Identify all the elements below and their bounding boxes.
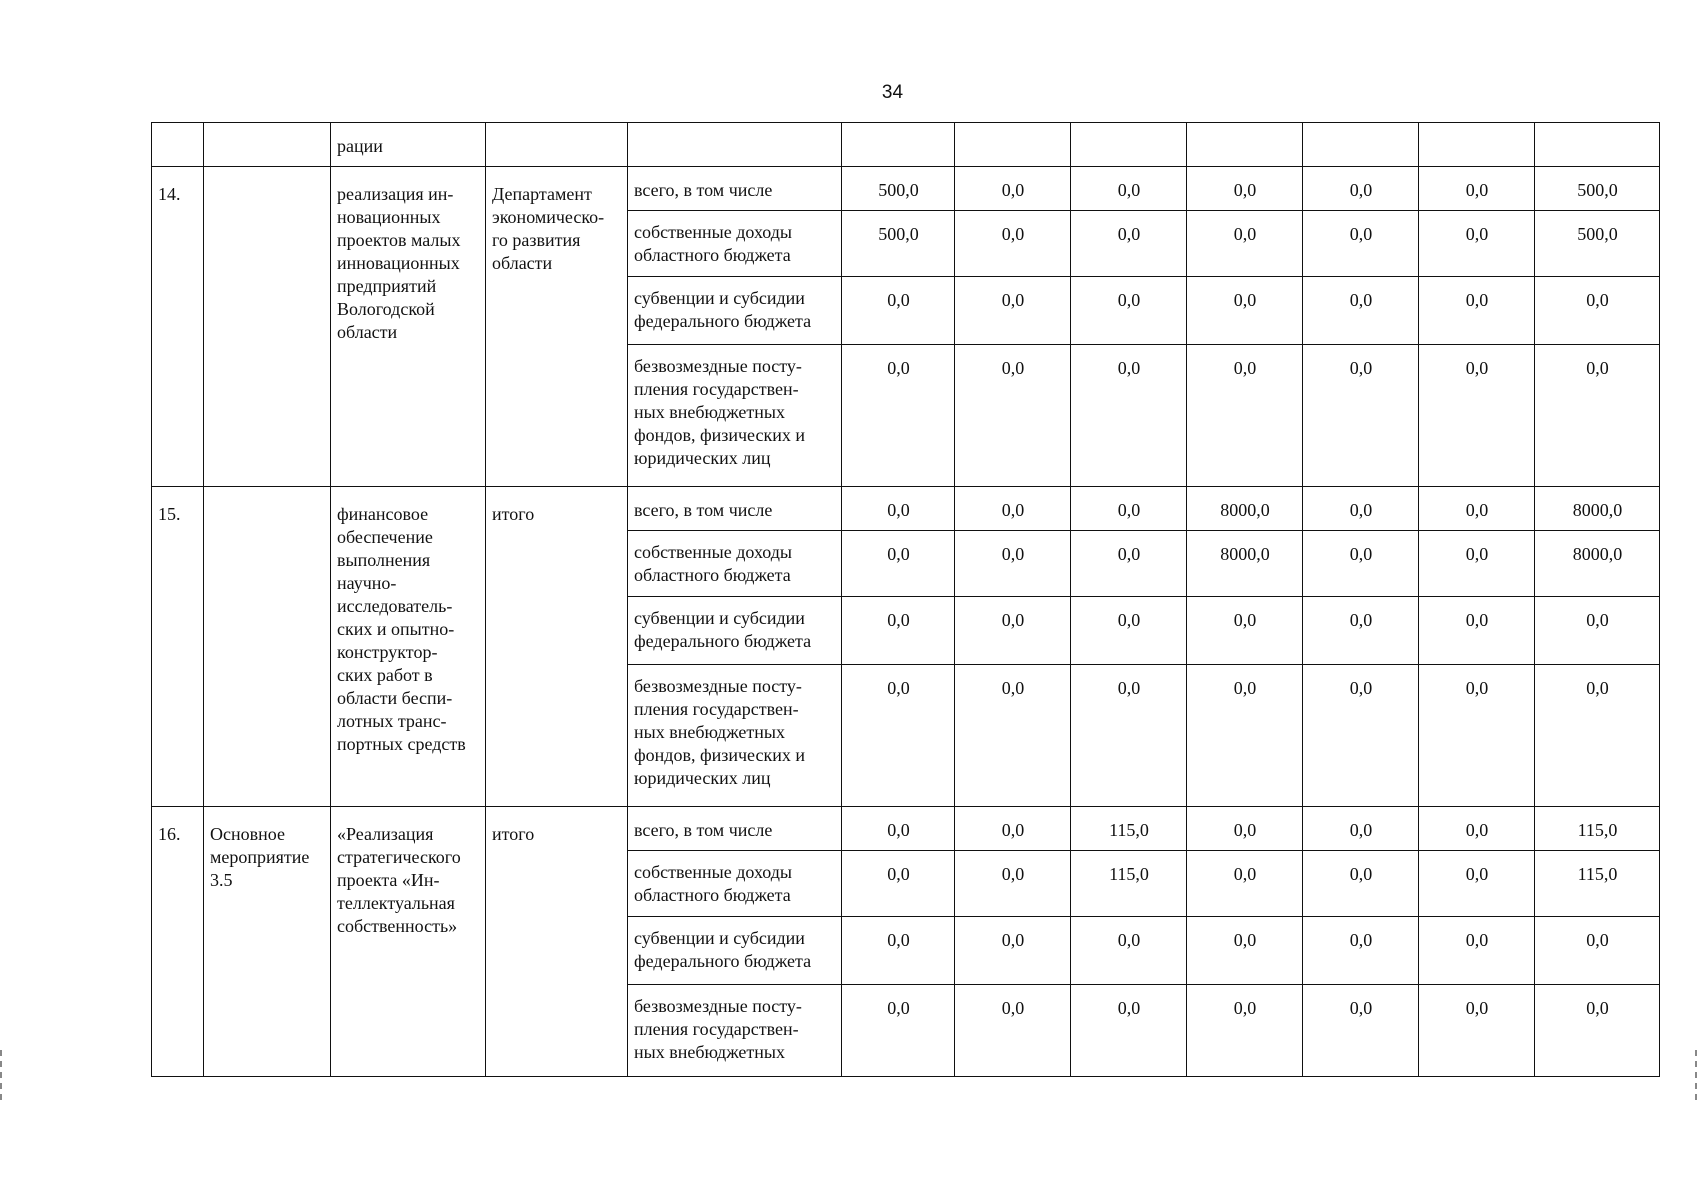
row-category [204, 487, 331, 807]
value-cell: 0,0 [955, 277, 1071, 345]
value-cell: 0,0 [1187, 597, 1303, 665]
value-cell: 0,0 [1303, 211, 1419, 277]
row-index: 15. [152, 487, 204, 807]
value-cell: 0,0 [842, 597, 955, 665]
table-row [152, 167, 1660, 211]
value-cell: 0,0 [1419, 985, 1535, 1077]
value-cell: 0,0 [1071, 277, 1187, 345]
row-name: «Реализация стратегического проекта «Ин- теллектуальная собственность» [331, 807, 486, 1077]
value-cell: 0,0 [1419, 665, 1535, 807]
value-cell: 500,0 [842, 167, 955, 211]
cell-empty [152, 123, 204, 167]
value-cell: 0,0 [1535, 985, 1660, 1077]
row-index: 16. [152, 807, 204, 1077]
funding-source: субвенции и субсидии федерального бюджета [628, 597, 842, 665]
table-row [152, 807, 1660, 851]
funding-source: безвозмездные посту- пления государствен- ных внебюджетных фондов, физических и юридических лиц [628, 665, 842, 807]
value-cell: 0,0 [1187, 851, 1303, 917]
value-cell: 0,0 [842, 917, 955, 985]
row-executor: итого [486, 487, 628, 807]
cell-empty [628, 123, 842, 167]
value-cell: 0,0 [1071, 597, 1187, 665]
cell-empty [204, 123, 331, 167]
value-cell: 0,0 [1419, 597, 1535, 665]
value-cell: 0,0 [1419, 345, 1535, 487]
value-cell: 0,0 [842, 531, 955, 597]
value-cell: 115,0 [1535, 851, 1660, 917]
row-executor: итого [486, 807, 628, 1077]
cell-empty [1419, 123, 1535, 167]
funding-source: всего, в том числе [628, 807, 842, 851]
cell-empty [1187, 123, 1303, 167]
funding-source: собственные доходы областного бюджета [628, 851, 842, 917]
value-cell: 0,0 [1419, 531, 1535, 597]
value-cell: 0,0 [842, 665, 955, 807]
value-cell: 0,0 [842, 985, 955, 1077]
value-cell: 0,0 [1187, 345, 1303, 487]
value-cell: 0,0 [842, 277, 955, 345]
value-cell: 0,0 [1303, 531, 1419, 597]
value-cell: 0,0 [1187, 167, 1303, 211]
cell-empty [486, 123, 628, 167]
value-cell: 0,0 [1071, 985, 1187, 1077]
table-row [152, 487, 1660, 531]
value-cell: 0,0 [1419, 211, 1535, 277]
value-cell: 0,0 [955, 917, 1071, 985]
value-cell: 115,0 [1071, 807, 1187, 851]
value-cell: 0,0 [1419, 851, 1535, 917]
value-cell: 0,0 [1303, 665, 1419, 807]
row-category: Основное мероприятие 3.5 [204, 807, 331, 1077]
value-cell: 0,0 [1535, 917, 1660, 985]
value-cell: 0,0 [842, 851, 955, 917]
funding-source: собственные доходы областного бюджета [628, 531, 842, 597]
cell-empty [1303, 123, 1419, 167]
value-cell: 0,0 [955, 851, 1071, 917]
value-cell: 0,0 [955, 807, 1071, 851]
value-cell: 0,0 [955, 211, 1071, 277]
value-cell: 0,0 [955, 597, 1071, 665]
row-name: реализация ин- новационных проектов малых инновационных предприятий Вологодской области [331, 167, 486, 487]
scan-edge-marks-right [1691, 1050, 1697, 1100]
funding-source: всего, в том числе [628, 167, 842, 211]
value-cell: 0,0 [1303, 167, 1419, 211]
value-cell: 0,0 [955, 345, 1071, 487]
value-cell: 0,0 [1071, 665, 1187, 807]
value-cell: 0,0 [1535, 665, 1660, 807]
funding-source: всего, в том числе [628, 487, 842, 531]
funding-source: субвенции и субсидии федерального бюджета [628, 917, 842, 985]
value-cell: 500,0 [1535, 211, 1660, 277]
value-cell: 0,0 [1419, 807, 1535, 851]
value-cell: 8000,0 [1187, 531, 1303, 597]
value-cell: 0,0 [1419, 487, 1535, 531]
value-cell: 8000,0 [1187, 487, 1303, 531]
value-cell: 0,0 [955, 487, 1071, 531]
value-cell: 0,0 [842, 345, 955, 487]
value-cell: 0,0 [842, 487, 955, 531]
value-cell: 115,0 [1071, 851, 1187, 917]
value-cell: 115,0 [1535, 807, 1660, 851]
value-cell: 0,0 [1187, 665, 1303, 807]
cell-empty [1071, 123, 1187, 167]
funding-source: собственные доходы областного бюджета [628, 211, 842, 277]
value-cell: 0,0 [842, 807, 955, 851]
value-cell: 0,0 [1535, 345, 1660, 487]
value-cell: 0,0 [955, 665, 1071, 807]
value-cell: 8000,0 [1535, 531, 1660, 597]
value-cell: 0,0 [1303, 345, 1419, 487]
value-cell: 0,0 [1419, 167, 1535, 211]
value-cell: 0,0 [955, 531, 1071, 597]
value-cell: 0,0 [1303, 917, 1419, 985]
value-cell: 0,0 [1303, 487, 1419, 531]
row-index: 14. [152, 167, 204, 487]
value-cell: 0,0 [1071, 917, 1187, 985]
cell-empty [842, 123, 955, 167]
value-cell: 0,0 [1071, 487, 1187, 531]
value-cell: 0,0 [1071, 167, 1187, 211]
page-number: 34 [881, 82, 904, 103]
budget-table [151, 122, 1660, 1077]
header-fragment: рации [331, 123, 486, 167]
row-name: финансовое обеспечение выполнения научно- исследователь- ских и опытно- конструктор- ских работ в области беспи- лотных транс- портных средств [331, 487, 486, 807]
value-cell: 0,0 [1071, 211, 1187, 277]
value-cell: 0,0 [955, 985, 1071, 1077]
value-cell: 0,0 [1187, 985, 1303, 1077]
value-cell: 0,0 [955, 167, 1071, 211]
value-cell: 0,0 [1303, 985, 1419, 1077]
funding-source: безвозмездные посту- пления государствен- ных внебюджетных [628, 985, 842, 1077]
value-cell: 0,0 [1187, 277, 1303, 345]
value-cell: 0,0 [1535, 597, 1660, 665]
value-cell: 500,0 [842, 211, 955, 277]
funding-source: безвозмездные посту- пления государствен- ных внебюджетных фондов, физических и юридических лиц [628, 345, 842, 487]
row-category [204, 167, 331, 487]
value-cell: 0,0 [1419, 277, 1535, 345]
value-cell: 0,0 [1187, 807, 1303, 851]
value-cell: 8000,0 [1535, 487, 1660, 531]
value-cell: 0,0 [1303, 597, 1419, 665]
value-cell: 0,0 [1071, 531, 1187, 597]
value-cell: 0,0 [1535, 277, 1660, 345]
cell-empty [955, 123, 1071, 167]
header-fragment-row [152, 123, 1660, 167]
value-cell: 0,0 [1187, 917, 1303, 985]
value-cell: 0,0 [1071, 345, 1187, 487]
row-executor: Департамент экономическо- го развития области [486, 167, 628, 487]
value-cell: 0,0 [1303, 807, 1419, 851]
funding-source: субвенции и субсидии федерального бюджета [628, 277, 842, 345]
value-cell: 500,0 [1535, 167, 1660, 211]
value-cell: 0,0 [1303, 851, 1419, 917]
value-cell: 0,0 [1303, 277, 1419, 345]
cell-empty [1535, 123, 1660, 167]
value-cell: 0,0 [1187, 211, 1303, 277]
scan-edge-marks-left [0, 1050, 6, 1100]
value-cell: 0,0 [1419, 917, 1535, 985]
